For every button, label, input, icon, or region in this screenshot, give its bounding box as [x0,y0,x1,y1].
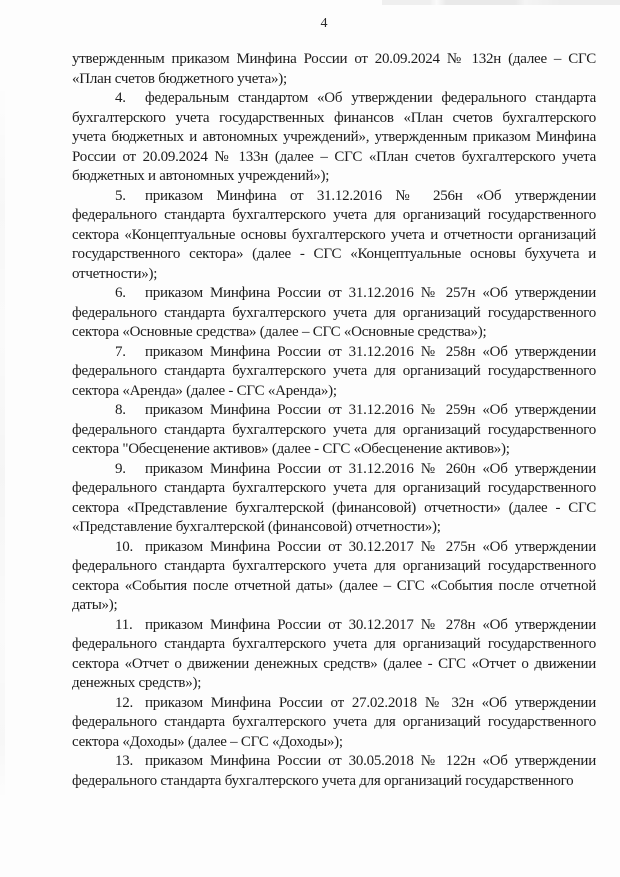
list-item-number: 9. [115,460,126,477]
text-line: сектора «Аренда» (далее - СГС «Аренда»); [72,382,337,399]
text-line: России от 20.09.2024 № 133н (далее – СГС «План счетов бухгалтерского учета [72,148,596,165]
text-line: сектора «Концептуальные основы бухгалтерского учета и отчетности организаций [72,226,596,243]
text-line: «Представление бухгалтерской (финансовой) отчетности»); [72,519,441,535]
paragraph [72,460,596,538]
text-line: 12. приказом Минфина России от 27.02.2018 № 32н «Об утверждении [72,694,596,714]
text-line: бюджетных и автономных учреждений»); [72,168,330,184]
paragraph [72,616,596,694]
list-item-number: 7. [115,343,126,360]
text-line: 6. приказом Минфина России от 31.12.2016 № 257н «Об утверждении [72,284,596,304]
text-line: 10. приказом Минфина России от 30.12.2017 № 275н «Об утверждении [72,538,596,558]
document-body [72,50,596,791]
text-line: бухгалтерского учета государственных финансов «План счетов бухгалтерского [72,109,596,126]
text-line: федерального стандарта бухгалтерского учета для организаций государственного [72,636,596,652]
text-line: утвержденным приказом Минфина России от 20.09.2024 № 132н (далее – СГС [72,51,596,67]
list-item-number: 13. [115,753,133,769]
list-item-number: 12. [115,694,133,711]
text-line: сектора «Отчет о движении денежных средств» (далее - СГС «Отчет о движении [72,655,596,672]
text-line: федерального стандарта бухгалтерского учета для организаций государственного [72,304,596,321]
list-item-number: 10. [115,538,133,555]
text-line: федерального стандарта бухгалтерского учета для организаций государственного [72,363,596,379]
text-line: сектора "Обесценение активов» (далее - СГС «Обесценение активов»); [72,441,510,457]
text-line: 11. приказом Минфина России от 30.12.2017 № 278н «Об утверждении [72,616,596,636]
text-line: отчетности»); [72,265,158,282]
paragraph [72,343,596,402]
paragraph [72,284,596,343]
scan-artifact-left-edge [0,80,5,800]
text-line: 7. приказом Минфина России от 31.12.2016 № 258н «Об утверждении [72,343,596,363]
text-line: федерального стандарта бухгалтерского учета для организаций государственного [72,558,596,574]
text-line: сектора «Представление бухгалтерской (финансовой) отчетности» (далее - СГС [72,499,596,516]
text-line: 9. приказом Минфина России от 31.12.2016 № 260н «Об утверждении [72,460,596,480]
list-item-number: 8. [115,402,126,418]
text-line: федерального стандарта бухгалтерского учета для организаций государственного [72,772,574,789]
list-item-number: 4. [115,90,126,106]
text-line: федерального стандарта бухгалтерского учета для организаций государственного [72,480,596,496]
text-line: 13. приказом Минфина России от 30.05.2018 № 122н «Об утверждении [72,752,596,772]
text-line: 8. приказом Минфина России от 31.12.2016 № 259н «Об утверждении [72,401,596,421]
text-line: федерального стандарта бухгалтерского учета для организаций государственного [72,714,596,730]
text-line: «План счетов бюджетного учета»); [72,70,287,87]
text-line: денежных средств»); [72,675,202,691]
scan-artifact-top-edge [382,0,620,5]
list-item-number: 5. [115,187,126,204]
page-number: 4 [320,16,328,31]
paragraph [72,50,596,89]
text-line: сектора «Доходы» (далее – СГС «Доходы»); [72,733,343,750]
text-line: государственного сектора» (далее - СГС «Концептуальные основы бухучета и [72,246,596,262]
text-line: сектора «События после отчетной даты» (далее – СГС «События после отчетной [72,577,596,594]
text-line: федерального стандарта бухгалтерского учета для организаций государственного [72,421,596,438]
text-line: федерального стандарта бухгалтерского учета для организаций государственного [72,207,596,223]
paragraph [72,752,596,791]
paragraph [72,89,596,187]
text-line: 5. приказом Минфина от 31.12.2016 № 256н «Об утверждении [72,187,596,207]
paragraph [72,694,596,753]
text-line: 4. федеральным стандартом «Об утверждении федерального стандарта [72,89,596,109]
list-item-number: 6. [115,285,126,301]
list-item-number: 11. [115,616,133,633]
paragraph [72,538,596,616]
text-line: сектора «Основные средства» (далее – СГС «Основные средства»); [72,324,487,340]
paragraph [72,187,596,285]
paragraph [72,401,596,460]
text-line: учета бюджетных и автономных учреждений», утвержденным приказом Минфина [72,129,596,145]
text-line: даты»); [72,597,118,613]
